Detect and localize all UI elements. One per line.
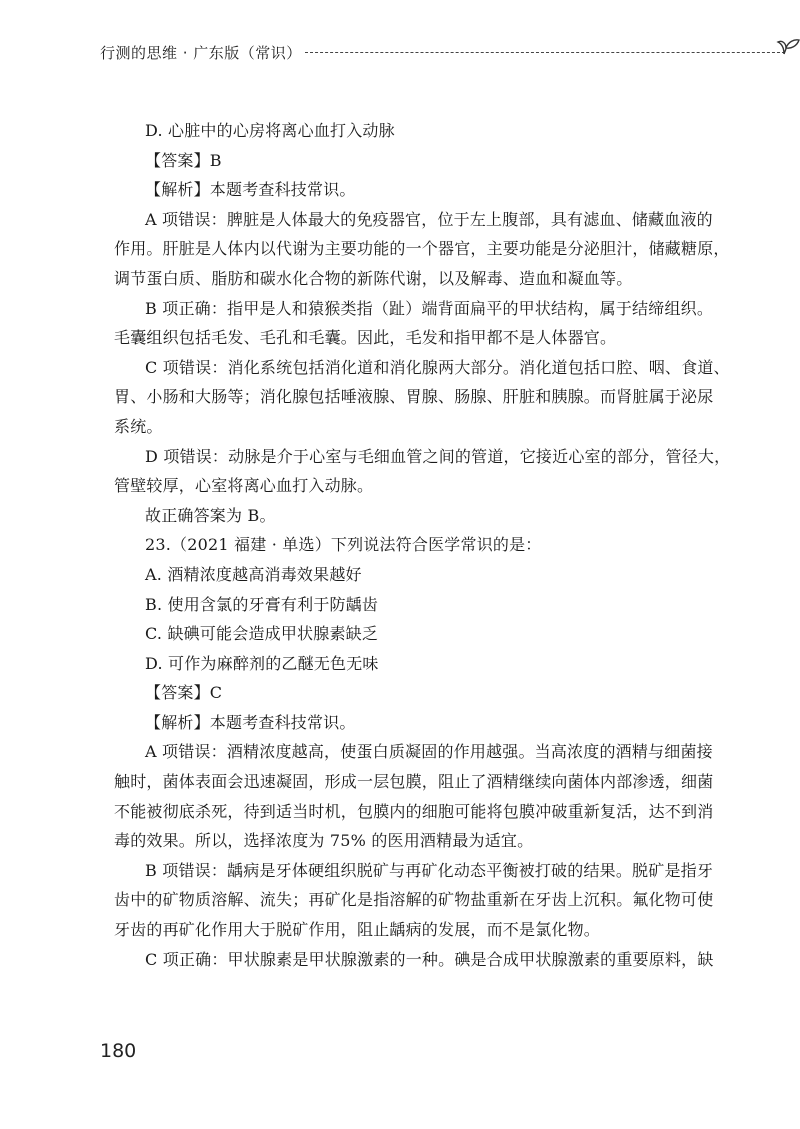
- text-line: A 项错误：酒精浓度越高，使蛋白质凝固的作用越强。当高浓度的酒精与细菌接: [145, 742, 713, 762]
- question-stem: 23.（2021 福建 · 单选）下列说法符合医学常识的是：: [145, 535, 542, 555]
- analysis-c-paragraph: [114, 353, 730, 442]
- text-line: 齿中的矿物质溶解、流失；再矿化是指溶解的矿物盐重新在牙齿上沉积。氟化物可使: [114, 890, 714, 910]
- sprout-icon: [772, 34, 800, 60]
- text-line: 胃、小肠和大肠等；消化腺包括唾液腺、胃腺、肠腺、肝脏和胰腺。而肾脏属于泌尿: [114, 387, 714, 407]
- text-line: D 项错误：动脉是介于心室与毛细血管之间的管道，它接近心室的部分，管径大，: [145, 446, 731, 466]
- text-line: 触时，菌体表面会迅速凝固，形成一层包膜，阻止了酒精继续向菌体内部渗透，细菌: [114, 772, 714, 792]
- text-line: B 项错误：龋病是牙体硬组织脱矿与再矿化动态平衡被打破的结果。脱矿是指牙: [145, 860, 714, 880]
- option-d-line: D. 心脏中的心房将离心血打入动脉: [145, 121, 395, 140]
- text-line: 不能被彻底杀死，待到适当时机，包膜内的细胞可能将包膜冲破重新复活，达不到消: [114, 801, 714, 821]
- explanation-c-paragraph: [145, 945, 715, 975]
- running-header: [100, 40, 720, 68]
- analysis-b-paragraph: [114, 294, 715, 353]
- book-title: 行测的思维 · 广东版（常识）: [100, 44, 302, 62]
- text-line: 作用。肝脏是人体内以代谢为主要功能的一个器官，主要功能是分泌胆汁，储藏糖原，: [114, 239, 730, 259]
- text-line: 管壁较厚，心室将离心血打入动脉。: [114, 476, 374, 496]
- text-line: 毛囊组织包括毛发、毛孔和毛囊。因此，毛发和指甲都不是人体器官。: [114, 328, 617, 348]
- analysis-a-paragraph: [114, 205, 730, 294]
- option-d: D. 可作为麻醉剂的乙醚无色无味: [145, 653, 379, 673]
- page-number: 180: [100, 1040, 137, 1062]
- analysis-d-paragraph: [114, 442, 731, 501]
- page-body: [114, 116, 731, 974]
- option-c: C. 缺碘可能会造成甲状腺素缺乏: [145, 624, 379, 644]
- explanation-b-paragraph: [114, 856, 715, 945]
- text-line: A 项错误：脾脏是人体最大的免疫器官，位于左上腹部，具有滤血、储藏血液的: [145, 209, 713, 229]
- answer-line: 【答案】C: [145, 683, 223, 703]
- option-b: B. 使用含氯的牙膏有利于防龋齿: [145, 594, 379, 614]
- text-line: C 项正确：甲状腺素是甲状腺激素的一种。碘是合成甲状腺激素的重要原料，缺: [145, 949, 714, 969]
- answer-line: 【答案】B: [145, 150, 222, 170]
- analysis-intro: 【解析】本题考查科技常识。: [145, 712, 356, 732]
- analysis-intro: 【解析】本题考查科技常识。: [145, 180, 356, 200]
- text-line: C 项错误：消化系统包括消化道和消化腺两大部分。消化道包括口腔、咽、食道、: [145, 357, 730, 377]
- explanation-a-paragraph: [114, 737, 715, 855]
- text-line: 牙齿的再矿化作用大于脱矿作用，阻止龋病的发展，而不是氯化物。: [114, 920, 601, 940]
- text-line: 调节蛋白质、脂肪和碳水化合物的新陈代谢，以及解毒、造血和凝血等。: [114, 268, 633, 288]
- text-line: 毒的效果。所以，选择浓度为 75% 的医用酒精最为适宜。: [114, 831, 534, 851]
- conclusion-line: 故正确答案为 B。: [145, 505, 276, 525]
- text-line: 系统。: [114, 416, 163, 436]
- option-a: A. 酒精浓度越高消毒效果越好: [145, 564, 362, 584]
- text-line: B 项正确：指甲是人和猿猴类指（趾）端背面扁平的甲状结构，属于结缔组织。: [145, 298, 714, 318]
- header-rule: [305, 52, 785, 53]
